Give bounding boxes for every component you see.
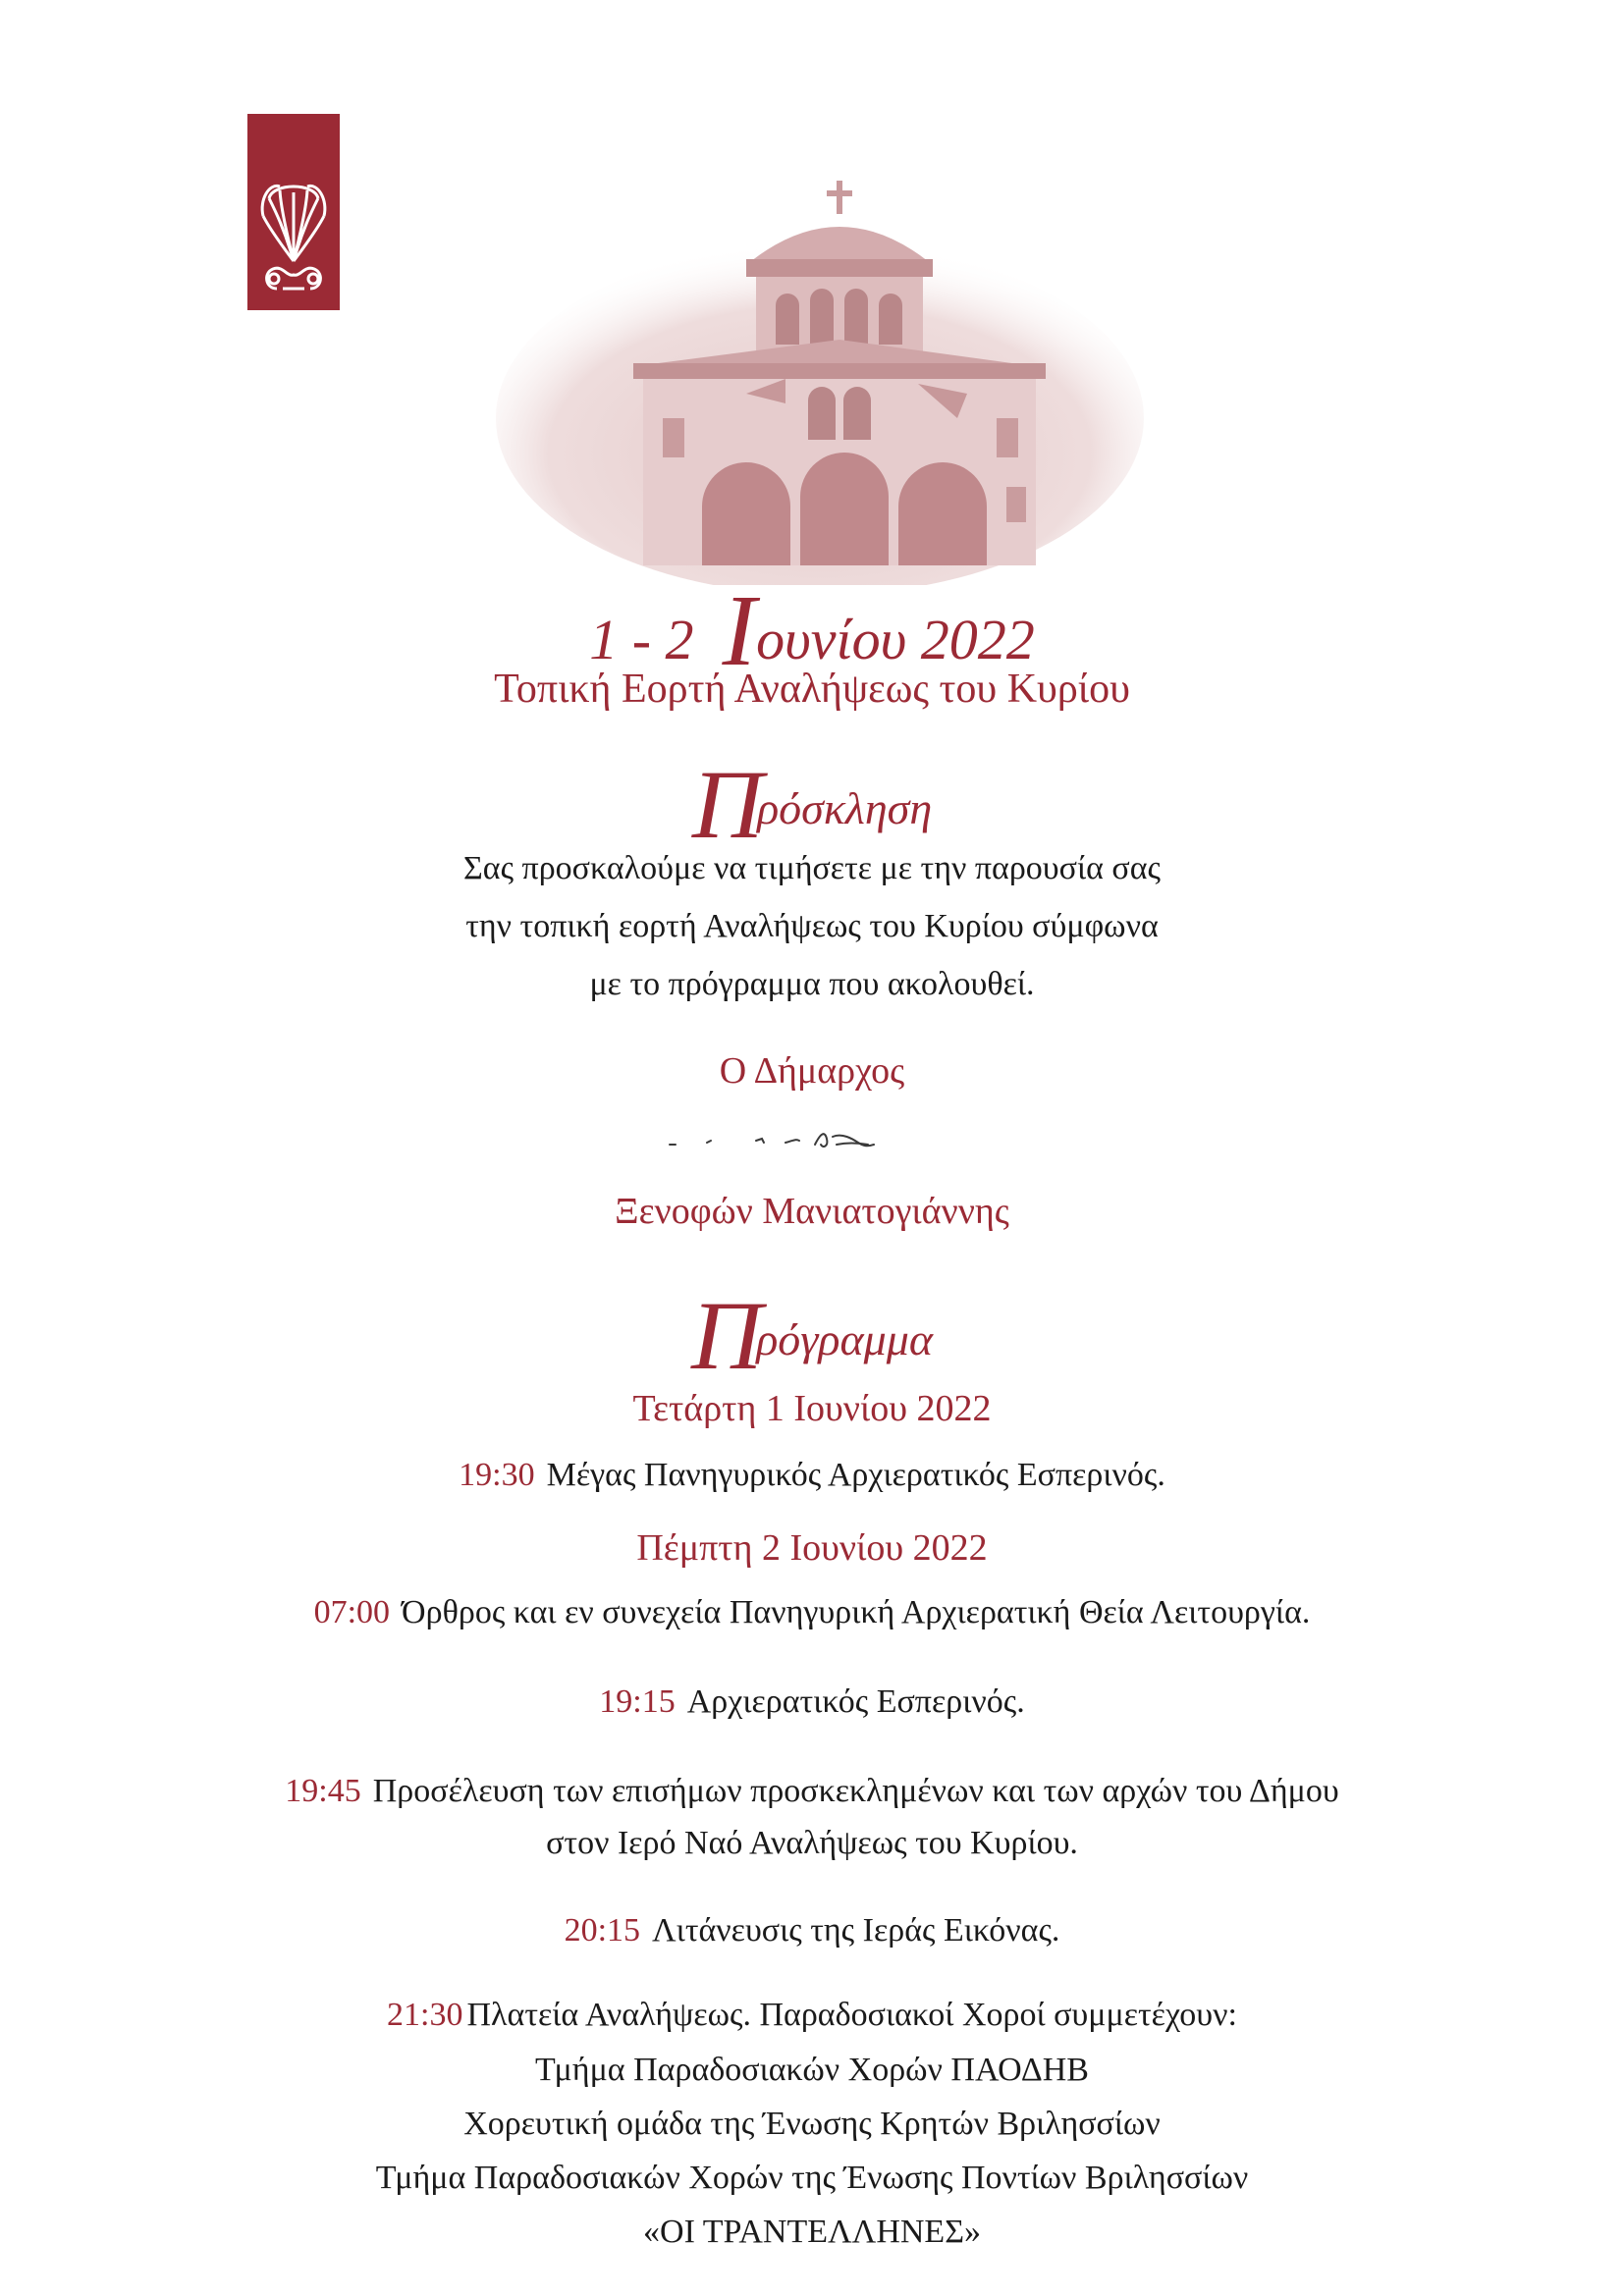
event-text: Όρθρος και εν συνεχεία Πανηγυρική Αρχιερατική Θεία Λειτουργία. [402, 1594, 1311, 1630]
event-text: Μέγας Πανηγυρικός Αρχιερατικός Εσπερινός. [546, 1457, 1165, 1493]
mayor-name: Ξενοφών Μανιατογιάννης [615, 1191, 1009, 1232]
invitation-line-1: Σας προσκαλούμε να τιμήσετε με την παρουσία σας [462, 850, 1162, 886]
event-text: Προσέλευση των επισήμων προσκεκλημένων και των αρχών του Δήμου [372, 1773, 1339, 1809]
program-title-initial: Π [691, 1281, 763, 1390]
program-title-rest: ρόγραμμα [756, 1314, 933, 1364]
date-range: 1 - 2 [589, 608, 694, 671]
municipality-logo [247, 114, 343, 400]
event-subtitle: Τοπική Εορτή Αναλήψεως του Κυρίου [494, 667, 1130, 712]
program-event [0, 1997, 1624, 2034]
program-event-continued: στον Ιερό Ναό Αναλήψεως του Κυρίου. [546, 1825, 1078, 1861]
program-event [0, 1683, 1624, 1721]
event-time: 20:15 [564, 1912, 641, 1949]
invitation-title [0, 748, 1624, 861]
dance-group: «ΟΙ ΤΡΑΝΤΕΛΛΗΝΕΣ» [643, 2214, 981, 2250]
dance-group: Τμήμα Παραδοσιακών Χορών ΠΑΟΔΗΒ [535, 2052, 1089, 2088]
event-text: Λιτάνευσις της Ιεράς Εικόνας. [652, 1912, 1060, 1949]
invitation-line-3: με το πρόγραμμα που ακολουθεί. [589, 966, 1035, 1002]
program-day-1: Τετάρτη 1 Ιουνίου 2022 [632, 1388, 992, 1429]
event-time: 07:00 [313, 1594, 391, 1630]
event-text: Αρχιερατικός Εσπερινός. [686, 1683, 1025, 1720]
program-day-2: Πέμπτη 2 Ιουνίου 2022 [636, 1527, 988, 1569]
invitation-title-rest: ρόσκληση [757, 783, 933, 833]
event-time: 19:15 [599, 1683, 676, 1720]
invitation-title-initial: Π [691, 750, 764, 859]
event-text: Πλατεία Αναλήψεως. Παραδοσιακοί Χοροί συμμετέχουν: [466, 1997, 1237, 2033]
event-time: 19:45 [285, 1773, 361, 1809]
palmette-emblem-icon [247, 114, 340, 310]
dance-group: Χορευτική ομάδα της Ένωσης Κρητών Βριλησσίων [463, 2106, 1161, 2142]
mayor-signature [668, 1119, 923, 1163]
date-initial: Ι [722, 574, 757, 687]
event-time: 19:30 [459, 1457, 535, 1493]
program-event [0, 1457, 1624, 1494]
program-event [0, 1773, 1624, 1810]
logo-line-1: ΔΗΜΟΣ [259, 357, 328, 378]
logo-line-2: ΒΡΙΛΗΣΣΙΩΝ [252, 382, 343, 400]
invitation-line-2: την τοπική εορτή Αναλήψεως του Κυρίου σύμφωνα [465, 908, 1159, 944]
program-title [0, 1279, 1624, 1392]
date-month-year: ουνίου 2022 [756, 608, 1035, 671]
program-event [0, 1594, 1624, 1631]
dance-group: Τμήμα Παραδοσιακών Χορών της Ένωσης Ποντίων Βριλησσίων [375, 2160, 1249, 2196]
church-illustration [496, 173, 1144, 585]
event-time: 21:30 [387, 1997, 463, 2033]
program-event [0, 1912, 1624, 1949]
mayor-title: Ο Δήμαρχος [719, 1050, 905, 1092]
